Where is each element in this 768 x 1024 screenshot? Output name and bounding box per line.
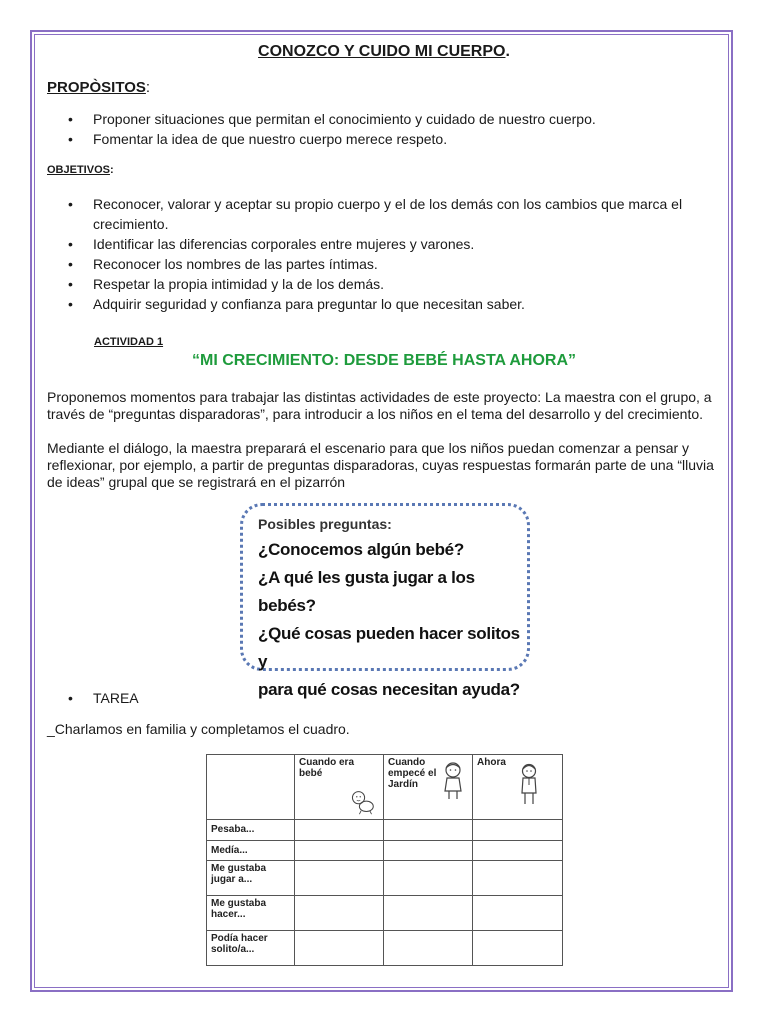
question-line: ¿Qué cosas pueden hacer solitos y <box>258 624 520 671</box>
table-cell[interactable] <box>473 820 563 841</box>
column-header-label: Cuando era bebé <box>299 757 355 779</box>
tarea-list <box>47 688 707 708</box>
row-label: Medía... <box>207 840 295 861</box>
questions-heading: Posibles preguntas: <box>258 516 392 532</box>
table-cell[interactable] <box>473 861 563 896</box>
baby-icon <box>345 789 379 815</box>
table-cell[interactable] <box>473 931 563 966</box>
table-corner-cell <box>207 755 295 820</box>
column-header-now <box>473 755 563 820</box>
kindergarten-child-icon <box>440 761 466 801</box>
column-header-label: Cuando empecé el Jardín <box>388 757 437 790</box>
objetivos-heading: OBJETIVOS: <box>47 164 114 176</box>
table-cell[interactable] <box>295 861 384 896</box>
tarea-label: • TAREA <box>47 688 707 708</box>
table-cell[interactable] <box>295 931 384 966</box>
row-label: Pesaba... <box>207 820 295 841</box>
list-item: • Fomentar la idea de que nuestro cuerpo merece respeto. <box>47 129 707 149</box>
questions-box <box>240 503 530 699</box>
list-item: • Adquirir seguridad y confianza para preguntar lo que necesitan saber. <box>47 294 687 314</box>
list-item: • Respetar la propia intimidad y la de los demás. <box>47 274 687 294</box>
table-cell[interactable] <box>384 896 473 931</box>
table-cell[interactable] <box>384 820 473 841</box>
table-cell[interactable] <box>295 840 384 861</box>
column-header-baby <box>295 755 384 820</box>
list-item: • Proponer situaciones que permitan el conocimiento y cuidado de nuestro cuerpo. <box>47 109 707 129</box>
table-cell[interactable] <box>384 931 473 966</box>
table-cell[interactable] <box>473 840 563 861</box>
activity-label: ACTIVIDAD 1 <box>94 336 164 348</box>
dialogue-paragraph: Mediante el diálogo, la maestra preparará el escenario para que los niños puedan comenzar a pensar y reflexionar, por ejemplo, a partir de preguntas disparadoras, cuyas respuestas formarán parte de una “lluvia de ideas” grupal que se registrará en el pizarrón <box>47 440 714 490</box>
question-line: ¿Conocemos algún bebé? <box>258 540 464 559</box>
activity-title: “MI CRECIMIENTO: DESDE BEBÉ HASTA AHORA” <box>191 352 576 369</box>
table-cell[interactable] <box>473 896 563 931</box>
list-item: • Reconocer los nombres de las partes íntimas. <box>47 254 687 274</box>
growth-table <box>206 754 563 966</box>
column-header-label: Ahora <box>477 757 506 768</box>
school-child-icon <box>516 763 542 807</box>
row-label: Podía hacer solito/a... <box>207 931 295 966</box>
row-label: Me gustaba hacer... <box>207 896 295 931</box>
homework-instruction: _Charlamos en familia y completamos el cuadro. <box>47 721 350 737</box>
propositos-heading: PROPÒSITOS: <box>47 79 151 96</box>
intro-paragraph: Proponemos momentos para trabajar las distintas actividades de este proyecto: La maestra con el grupo, a través de “preguntas disparadoras”, para introducir a los niños en el tema del desarrollo y del crecimiento. <box>47 389 712 422</box>
table-cell[interactable] <box>384 840 473 861</box>
table-cell[interactable] <box>384 861 473 896</box>
question-line: ¿A qué les gusta jugar a los bebés? <box>258 568 475 615</box>
row-label: Me gustaba jugar a... <box>207 861 295 896</box>
list-item: • Identificar las diferencias corporales entre mujeres y varones. <box>47 234 687 254</box>
column-header-kindergarten <box>384 755 473 820</box>
document-title: CONOZCO Y CUIDO MI CUERPO. <box>258 43 510 60</box>
question-line: para qué cosas necesitan ayuda? <box>258 680 520 699</box>
table-cell[interactable] <box>295 896 384 931</box>
list-item: • Reconocer, valorar y aceptar su propio cuerpo y el de los demás con los cambios que marca el crecimiento. <box>47 194 687 234</box>
objetivos-list <box>47 194 687 314</box>
propositos-list <box>47 109 707 149</box>
table-cell[interactable] <box>295 820 384 841</box>
